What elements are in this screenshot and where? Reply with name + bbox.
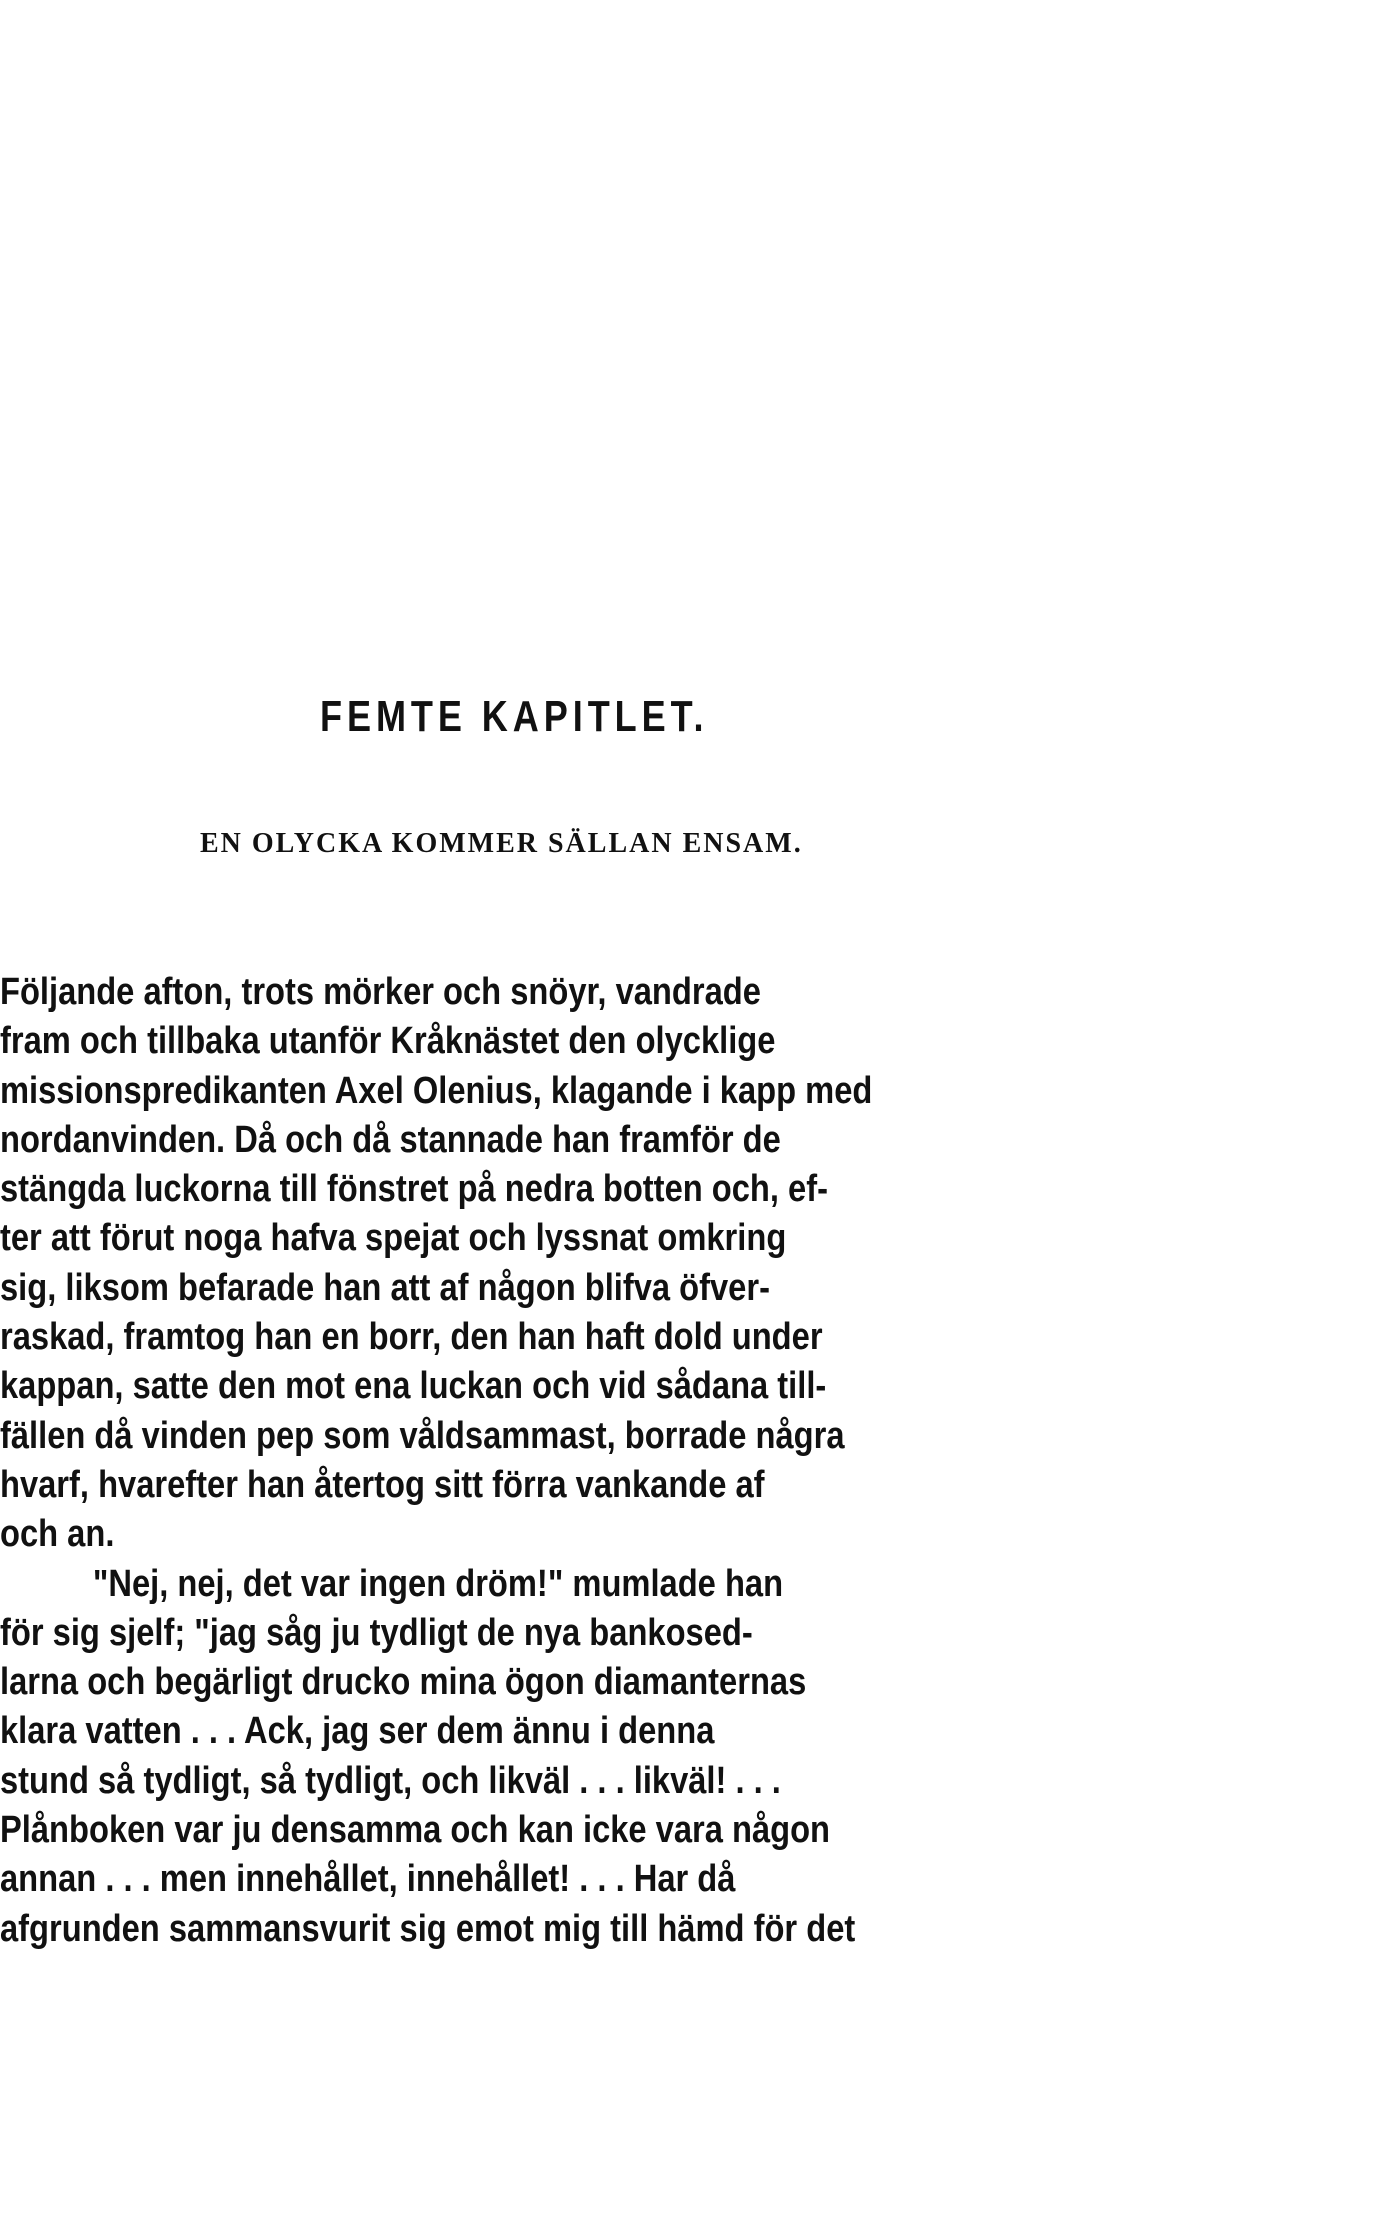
chapter-title: FEMTE KAPITLET.: [320, 692, 709, 741]
text-line: nordanvinden. Då och då stannade han framför de: [0, 1118, 781, 1161]
text-line: sig, liksom befarade han att af någon blifva öfver-: [0, 1266, 770, 1309]
text-line: fällen då vinden pep som våldsammast, borrade några: [0, 1414, 845, 1457]
text-line: Plånboken var ju densamma och kan icke vara någon: [0, 1809, 831, 1852]
text-line: missionspredikanten Axel Olenius, klagande i kapp med: [0, 1069, 873, 1112]
text-line: ter att förut noga hafva spejat och lyssnat omkring: [0, 1217, 787, 1260]
text-line: stund så tydligt, så tydligt, och likväl . . . likväl! . . .: [0, 1759, 781, 1802]
text-line: kappan, satte den mot ena luckan och vid sådana till-: [0, 1365, 827, 1408]
text-line: och an.: [0, 1513, 115, 1556]
text-line: stängda luckorna till fönstret på nedra botten och, ef-: [0, 1168, 828, 1211]
text-line: hvarf, hvarefter han återtog sitt förra vankande af: [0, 1463, 765, 1506]
text-line: annan . . . men innehållet, innehållet! . . . Har då: [0, 1858, 736, 1901]
text-line: larna och begärligt drucko mina ögon diamanternas: [0, 1661, 807, 1704]
text-line: raskad, framtog han en borr, den han haft dold under: [0, 1316, 823, 1359]
text-line: för sig sjelf; "jag såg ju tydligt de nya bankosed-: [0, 1611, 753, 1654]
text-line: fram och tillbaka utanför Kråknästet den olycklige: [0, 1020, 776, 1063]
text-line: afgrunden sammansvurit sig emot mig till hämd för det: [0, 1907, 856, 1950]
text-line: Följande afton, trots mörker och snöyr, vandrade: [0, 971, 761, 1013]
text-line: "Nej, nej, det var ingen dröm!" mumlade han: [92, 1562, 784, 1605]
body-text: [0, 968, 1092, 1954]
text-line: klara vatten . . . Ack, jag ser dem ännu i denna: [0, 1710, 715, 1753]
chapter-subtitle: EN OLYCKA KOMMER SÄLLAN ENSAM.: [200, 828, 803, 859]
